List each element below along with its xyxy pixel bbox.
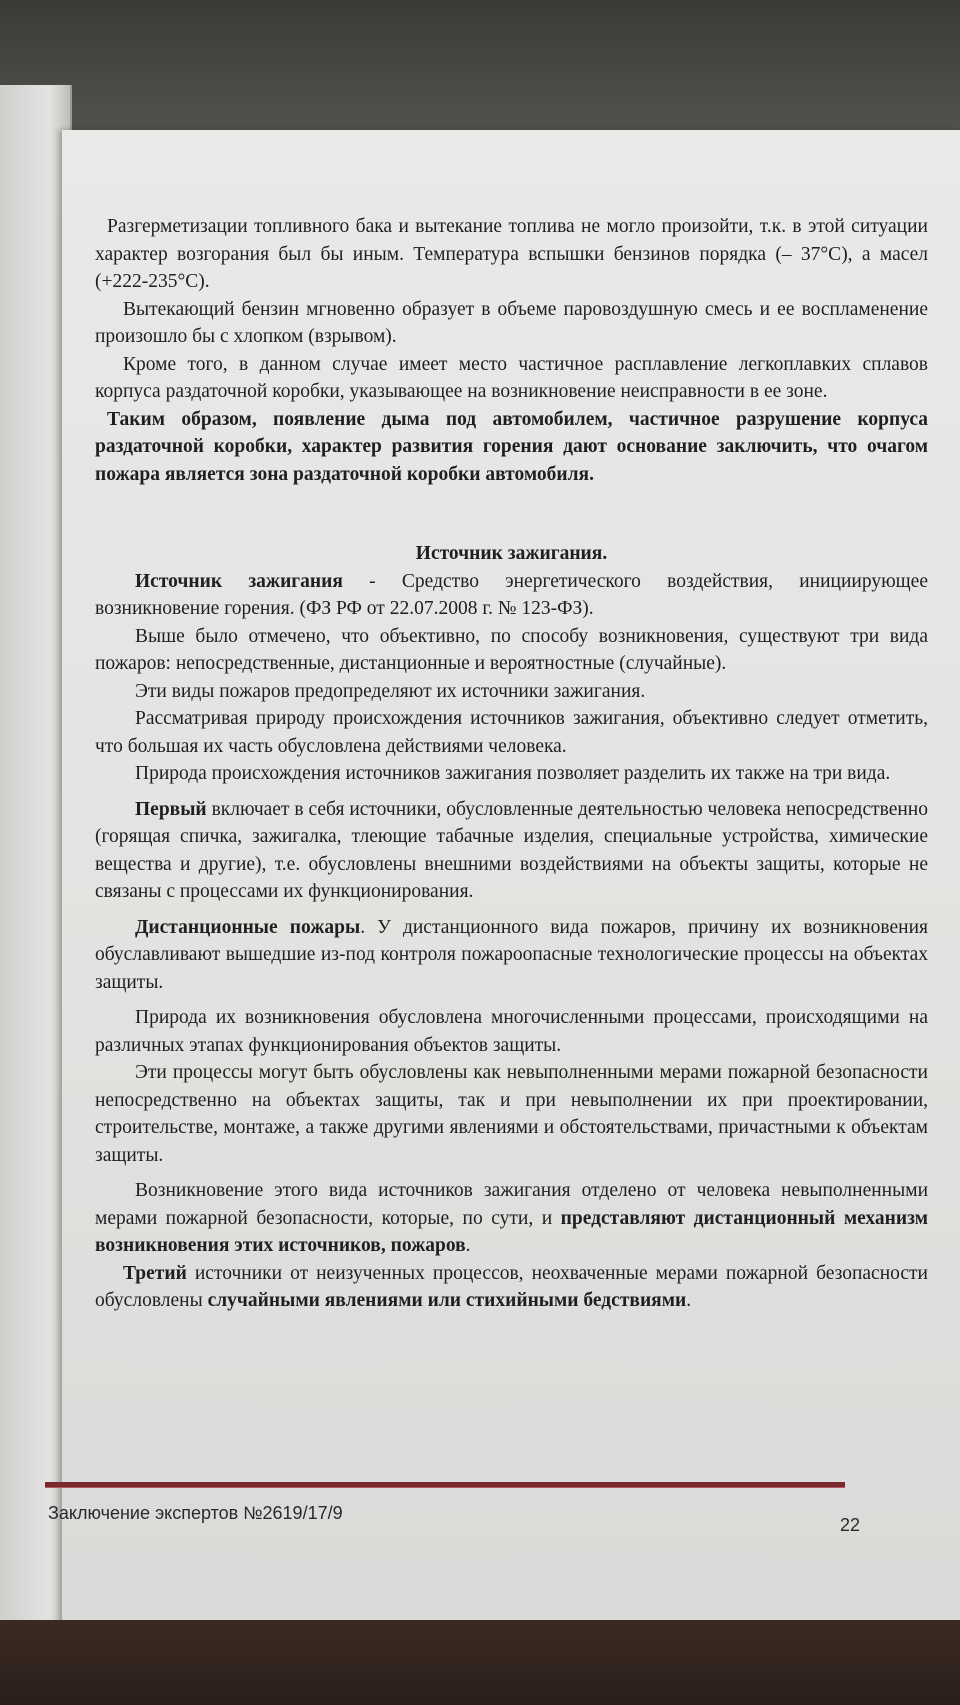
third-type-end: . <box>686 1290 692 1311</box>
document-body <box>95 213 928 1315</box>
definition-term: Источник зажигания <box>135 570 343 592</box>
background-bottom <box>0 1620 960 1705</box>
distance-text: . У дистанционного вида пожаров, причину их возникновения обуславливают вышедшие из-под контроля пожароопасные технологические процессы на объектах защиты. <box>95 916 929 993</box>
third-type-paragraph <box>95 1260 928 1315</box>
paragraph: Рассматривая природу происхождения источников зажигания, объективно следует отметить, что большая их часть обусловлена действиями человека. <box>95 708 928 757</box>
first-type-text: включает в себя источники, обусловленные деятельностью человека непосредственно (горящая спичка, зажигалка, тлеющие табачные изделия, специальные устройства, химические вещества и другие), т.е. обусловлены внешними воздействиями на объекты защиты, которые не связаны с процессами их функционирования. <box>95 798 928 902</box>
background-top <box>0 0 960 140</box>
third-type-bold: случайными явлениями или стихийными бедствиями <box>207 1290 687 1311</box>
origin-bold: представляют дистанционный механизм возникновения этих источников, пожаров <box>95 1207 928 1256</box>
origin-paragraph <box>95 1177 928 1260</box>
paragraph: Эти процессы могут быть обусловлены как невыполненными мерами пожарной безопасности непосредственно на объектах защиты, так и при невыполнении их при проектировании, строительстве, монтаже, а также другими явлениями и обстоятельствами, причастными к объектам защиты. <box>95 1062 928 1166</box>
conclusion-paragraph: Таким образом, появление дыма под автомобилем, частичное разрушение корпуса раздаточной коробки, характер развития горения дают основание заключить, что очагом пожара является зона раздаточной коробки автомобиля. <box>95 408 928 485</box>
third-type-term: Третий <box>123 1262 187 1284</box>
footer-document-title: Заключение экспертов №2619/17/9 <box>48 1503 343 1523</box>
paragraph: Разгерметизации топливного бака и вытекание топлива не могло произойти, т.к. в этой ситуации характер возгорания был бы иным. Температура вспышки бензинов порядка (– 37°C), а масел (+222-235°C). <box>95 216 928 292</box>
section-heading: Источник зажигания. <box>415 543 608 564</box>
definition-paragraph <box>95 568 928 623</box>
first-type-term: Первый <box>135 798 207 820</box>
paragraph: Выше было отмечено, что объективно, по способу возникновения, существуют три вида пожаров: непосредственные, дистанционные и вероятностные (случайные). <box>95 625 928 674</box>
first-type-paragraph <box>95 796 928 906</box>
origin-text: Возникновение этого вида источников зажигания отделено от человека невыполненными мерами пожарной безопасности, которые, по сути, и <box>95 1180 928 1229</box>
distance-term: Дистанционные пожары <box>135 916 361 938</box>
paragraph: Природа происхождения источников зажигания позволяет разделить их также на три вида. <box>135 763 891 784</box>
paragraph: Кроме того, в данном случае имеет место частичное расплавление легкоплавких сплавов корпуса раздаточной коробки, указывающее на возникновение неисправности в ее зоне. <box>95 353 928 402</box>
page-number: 22 <box>839 1515 860 1535</box>
third-type-text: источники от неизученных процессов, неохваченные мерами пожарной безопасности обусловлены <box>95 1262 928 1311</box>
definition-text: - Средство энергетического воздействия, инициирующее возникновение горения. (ФЗ РФ от 22.07.2008 г. № 123-ФЗ). <box>95 570 928 619</box>
distance-paragraph <box>95 914 928 997</box>
origin-end: . <box>465 1235 471 1256</box>
paragraph: Вытекающий бензин мгновенно образует в объеме паровоздушную смесь и ее воспламенение произошло бы с хлопком (взрывом). <box>95 298 928 347</box>
paragraph: Природа их возникновения обусловлена многочисленными процессами, происходящими на различных этапах функционирования объектов защиты. <box>95 1007 928 1056</box>
footer-rule <box>45 1482 845 1488</box>
paragraph: Эти виды пожаров предопределяют их источники зажигания. <box>135 680 646 702</box>
